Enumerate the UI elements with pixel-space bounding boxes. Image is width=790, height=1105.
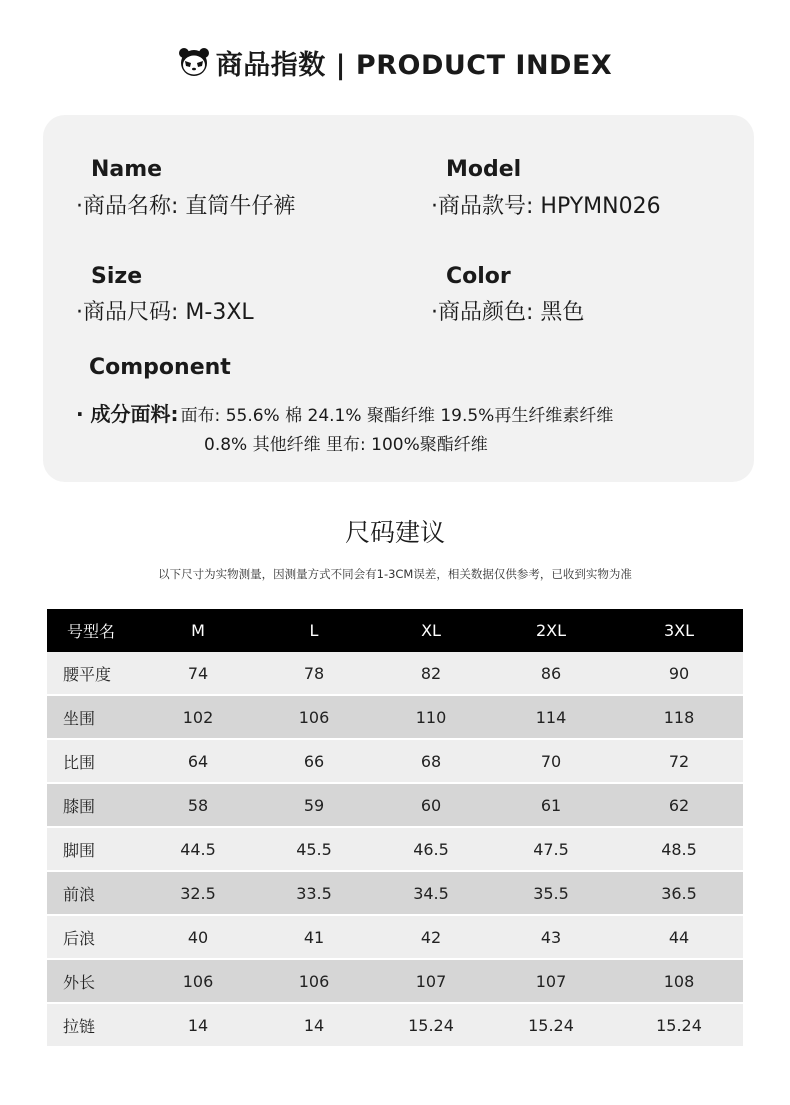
row-label: 腰平度 bbox=[47, 652, 143, 696]
table-cell: 78 bbox=[253, 652, 375, 696]
table-cell: 102 bbox=[143, 696, 253, 740]
model-label-en: Model bbox=[446, 157, 522, 182]
table-row bbox=[47, 696, 743, 740]
table-cell: 35.5 bbox=[487, 872, 615, 916]
page-title: 商品指数 | PRODUCT INDEX bbox=[215, 49, 613, 81]
size-section-note: 以下尺寸为实物测量，因测量方式不同会有1-3CM误差，相关数据仅供参考，已收到实物为准 bbox=[158, 567, 632, 581]
table-cell: 107 bbox=[375, 960, 487, 1004]
table-cell: 42 bbox=[375, 916, 487, 960]
size-label-en: Size bbox=[91, 264, 143, 289]
row-label: 外长 bbox=[47, 960, 143, 1004]
table-cell: 15.24 bbox=[487, 1004, 615, 1048]
table-row bbox=[47, 828, 743, 872]
row-label: 比围 bbox=[47, 740, 143, 784]
component-label-en: Component bbox=[89, 355, 231, 380]
table-cell: 86 bbox=[487, 652, 615, 696]
table-cell: 47.5 bbox=[487, 828, 615, 872]
table-cell: 107 bbox=[487, 960, 615, 1004]
size-section-title: 尺码建议 bbox=[344, 518, 445, 547]
row-label: 后浪 bbox=[47, 916, 143, 960]
size-table bbox=[47, 609, 743, 1048]
table-cell: 58 bbox=[143, 784, 253, 828]
header-cell: L bbox=[253, 609, 375, 652]
table-row bbox=[47, 872, 743, 916]
header-cell: M bbox=[143, 609, 253, 652]
header-cell: 3XL bbox=[615, 609, 743, 652]
table-cell: 15.24 bbox=[615, 1004, 743, 1048]
table-cell: 64 bbox=[143, 740, 253, 784]
table-cell: 106 bbox=[253, 696, 375, 740]
header-cell: 2XL bbox=[487, 609, 615, 652]
table-cell: 40 bbox=[143, 916, 253, 960]
table-cell: 14 bbox=[143, 1004, 253, 1048]
component-row bbox=[76, 398, 613, 427]
table-cell: 34.5 bbox=[375, 872, 487, 916]
model-value: ·商品款号: HPYMN026 bbox=[431, 194, 661, 219]
panda-icon bbox=[178, 46, 210, 78]
name-label-en: Name bbox=[91, 157, 163, 182]
component-line-2: 0.8% 其他纤维 里布: 100%聚酯纤维 bbox=[204, 435, 488, 455]
component-line-1: 面布: 55.6% 棉 24.1% 聚酯纤维 19.5%再生纤维素纤维 bbox=[180, 406, 614, 426]
color-value: ·商品颜色: 黑色 bbox=[431, 300, 585, 325]
table-row bbox=[47, 960, 743, 1004]
table-row bbox=[47, 740, 743, 784]
table-cell: 44 bbox=[615, 916, 743, 960]
table-cell: 106 bbox=[143, 960, 253, 1004]
row-label: 前浪 bbox=[47, 872, 143, 916]
name-value: ·商品名称: 直筒牛仔裤 bbox=[76, 194, 296, 219]
table-cell: 118 bbox=[615, 696, 743, 740]
table-cell: 46.5 bbox=[375, 828, 487, 872]
table-cell: 44.5 bbox=[143, 828, 253, 872]
color-label-en: Color bbox=[446, 264, 511, 289]
table-row bbox=[47, 1004, 743, 1048]
table-cell: 62 bbox=[615, 784, 743, 828]
header-cell: 号型名 bbox=[47, 609, 143, 652]
table-cell: 82 bbox=[375, 652, 487, 696]
table-cell: 41 bbox=[253, 916, 375, 960]
size-table-header bbox=[47, 609, 743, 652]
header-cell: XL bbox=[375, 609, 487, 652]
table-cell: 59 bbox=[253, 784, 375, 828]
table-row bbox=[47, 784, 743, 828]
row-label: 膝围 bbox=[47, 784, 143, 828]
table-cell: 108 bbox=[615, 960, 743, 1004]
table-row bbox=[47, 652, 743, 696]
table-cell: 36.5 bbox=[615, 872, 743, 916]
page-header bbox=[0, 40, 790, 84]
row-label: 脚围 bbox=[47, 828, 143, 872]
table-cell: 70 bbox=[487, 740, 615, 784]
table-cell: 15.24 bbox=[375, 1004, 487, 1048]
table-cell: 33.5 bbox=[253, 872, 375, 916]
row-label: 拉链 bbox=[47, 1004, 143, 1048]
table-cell: 61 bbox=[487, 784, 615, 828]
table-cell: 90 bbox=[615, 652, 743, 696]
table-cell: 60 bbox=[375, 784, 487, 828]
table-cell: 45.5 bbox=[253, 828, 375, 872]
row-label: 坐围 bbox=[47, 696, 143, 740]
table-cell: 48.5 bbox=[615, 828, 743, 872]
size-value: ·商品尺码: M-3XL bbox=[76, 300, 254, 325]
table-cell: 72 bbox=[615, 740, 743, 784]
table-cell: 14 bbox=[253, 1004, 375, 1048]
component-label-cn: · 成分面料: bbox=[76, 402, 179, 426]
table-cell: 66 bbox=[253, 740, 375, 784]
table-cell: 114 bbox=[487, 696, 615, 740]
table-cell: 110 bbox=[375, 696, 487, 740]
table-cell: 74 bbox=[143, 652, 253, 696]
table-cell: 43 bbox=[487, 916, 615, 960]
table-row bbox=[47, 916, 743, 960]
table-cell: 106 bbox=[253, 960, 375, 1004]
table-cell: 32.5 bbox=[143, 872, 253, 916]
table-cell: 68 bbox=[375, 740, 487, 784]
